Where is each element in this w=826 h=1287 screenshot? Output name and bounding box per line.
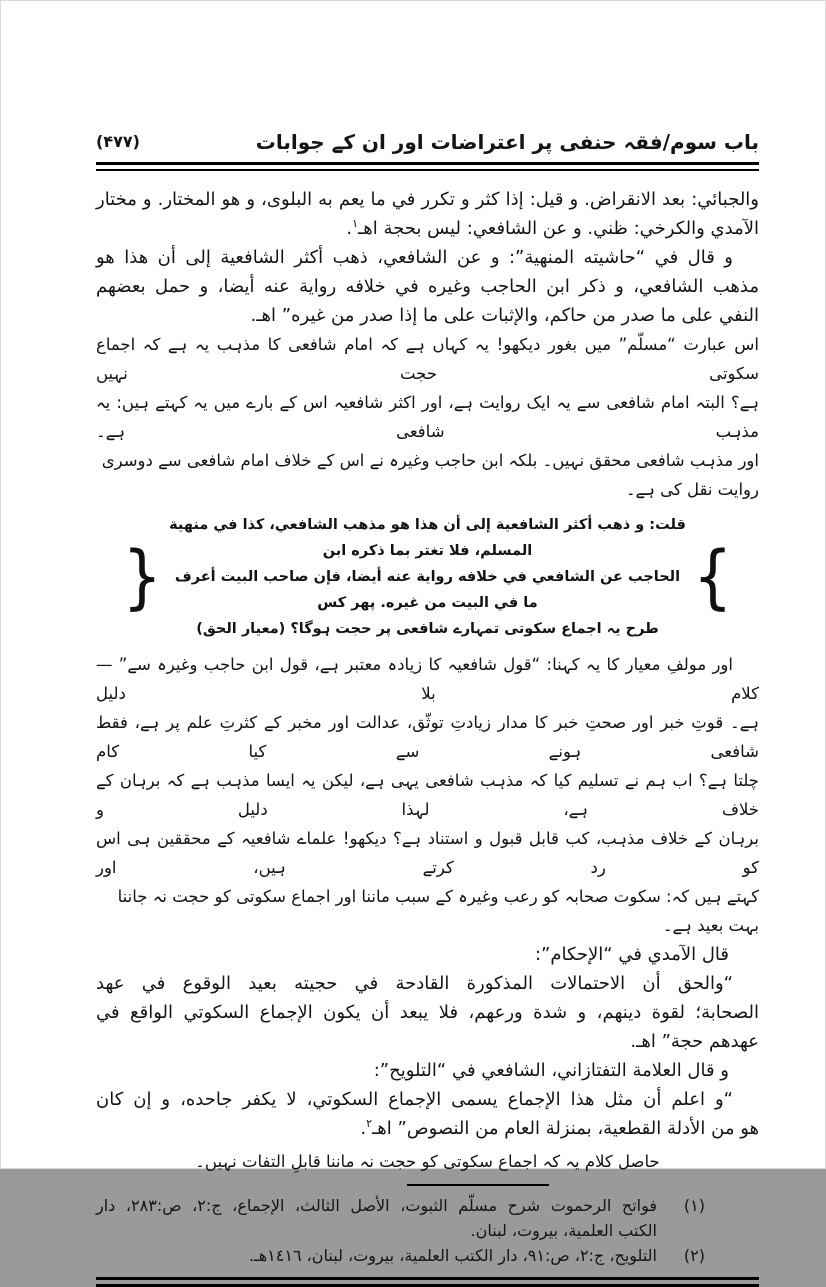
text-line: فواتح الرحموت شرح مسلّم الثبوت، الأصل الثالث، الإجماع، ج:٢، ص:٢٨٣، دار xyxy=(96,1196,658,1215)
footnotes xyxy=(96,1184,759,1268)
text-line: برہان کے خلاف مذہب، کب قابل قبول و استناد ہے؟ دیکھو! علماے شافعیہ کے محققین ہی اس کو رد کرتے ہیں، اور xyxy=(96,829,759,877)
footnote-marker: (٢) xyxy=(683,1246,705,1265)
text-line: کہتے ہیں کہ: سکوت صحابہ کو رعب وغیرہ کے سبب ماننا اور اجماع سکوتی کو حجت نہ جاننا بہت بعید ہے۔ xyxy=(117,887,759,935)
page-content xyxy=(96,129,759,1287)
text-line: التلويح، ج:٢، ص:٩١، دار الكتب العلمية، بيروت، لبنان، ١٤١٦هـ. xyxy=(248,1246,657,1265)
citation-text xyxy=(162,512,693,642)
footnote-1 xyxy=(96,1193,759,1243)
footnote-text xyxy=(96,1193,667,1243)
text-line: والجبائي: بعد الانقراض. و قيل: إذا كثر و تكرر في ما يعم به البلوى، و هو المختار. و مختار xyxy=(96,189,759,210)
page-number: (۴۷۷) xyxy=(96,132,140,151)
footnote-text xyxy=(96,1243,667,1268)
quote-intro-taftazani: و قال العلامة التفتازاني، الشافعي في “التلويح”: xyxy=(373,1060,729,1081)
text-line: الحاجب عن الشافعي في خلافه رواية عنه أيضا، فإن صاحب البيت أعرف ما في البيت من غيره. پھر کس xyxy=(174,569,681,611)
text-line: طرح یہ اجماع سکوتی تمہارے شافعی پر حجت ہوگا؟ (معیار الحق) xyxy=(196,621,659,637)
text-line: النفي على ما صدر من حاكم، والإثبات على ما إذا صدر من غيره” اهـ. xyxy=(250,305,759,326)
text-line: عهدهم حجة” اهـ. xyxy=(630,1031,759,1052)
text-line: و قال في “حاشيته المنهية”: و عن الشافعي، ذهب أكثر الشافعية إلى أن هذا هو xyxy=(96,247,733,268)
summary-line: حاصل کلام یہ کہ اجماع سکوتی کو حجت نہ ماننا قابلِ التفات نہیں۔ xyxy=(195,1152,660,1171)
body-text xyxy=(96,185,759,1176)
footnote-marker: (١) xyxy=(683,1196,705,1215)
running-header xyxy=(96,129,759,155)
text-line: اور مذہب شافعی محقق نہیں۔ بلکہ ابن حاجب وغیرہ نے اس کے خلاف امام شافعی سے دوسری روایت نقل کی ہے۔ xyxy=(101,451,759,499)
text-line: الكتب العلمية، بيروت، لبنان. xyxy=(470,1221,657,1240)
curly-brace-left-icon: { xyxy=(122,535,162,618)
text-segment: . xyxy=(346,218,353,239)
text-line: چلتا ہے؟ اب ہم نے تسلیم کیا کہ مذہب شافعی یہی ہے، لیکن یہ ایسا مذہب ہے کہ برہان کے خلاف ہے، لہذا دلیل و xyxy=(96,771,759,819)
text-line: ہے۔ قوتِ خبر اور صحتِ خبر کا مدار زیادتِ توثّق، عدالت اور مخبر کے کثرتِ علم پر ہے، فقط شافعی ہونے سے کیا کام xyxy=(96,713,759,761)
text-line xyxy=(96,214,759,243)
text-line: مذهب الشافعي، و ذكر ابن الحاجب وغيره في خلافه رواية عنه أيضا، و حمل بعضهم xyxy=(96,276,759,297)
text-line xyxy=(96,1114,759,1143)
footnote-ref-2: ٢ xyxy=(366,1117,372,1130)
quote-intro-amidi: قال الآمدي في “الإحكام”: xyxy=(534,944,729,965)
text-segment: الآمدي والكرخي: ظني. و عن الشافعي: ليس بحجة اهـ xyxy=(358,218,759,239)
text-line: الصحابة؛ لقوة دينهم، و شدة ورعهم، فلا يبعد أن يكون الإجماع السكوتي الواقع في xyxy=(96,1002,759,1023)
header-rule xyxy=(96,162,759,171)
text-line: اس عبارت “مسلّم” میں بغور دیکھو! یہ کہاں ہے کہ امام شافعی کا مذہب یہ ہے کہ اجماع سکوتی حجت نہیں xyxy=(96,335,759,383)
text-segment: هو من الأدلة القطعية، بمنزلة العام من النصوص” اهـ xyxy=(372,1118,759,1139)
footnote-2 xyxy=(96,1243,759,1268)
chapter-title: باب سوم/فقہ حنفی پر اعتراضات اور ان کے جوابات xyxy=(255,130,759,154)
footer-rule xyxy=(96,1277,759,1287)
curly-brace-right-icon: } xyxy=(693,535,733,618)
bracketed-citation xyxy=(123,512,733,642)
text-line: اور مولفِ معیار کا یہ کہنا: “قول شافعیہ کا زیادہ معتبر ہے، قول ابن حاجب وغیرہ سے” — کلام بلا دلیل xyxy=(96,655,759,703)
text-line: “والحق أن الاحتمالات المذكورة القادحة في حجيته بعيد الوقوع في عهد xyxy=(96,973,733,994)
text-line: “و اعلم أن مثل هذا الإجماع يسمى الإجماع السكوتي، لا يكفر جاحده، و إن كان xyxy=(96,1089,733,1110)
text-line: ہے؟ البتہ امام شافعی سے یہ ایک روایت ہے، اور اکثر شافعیہ اس کے بارے میں یہ کہتے ہیں: یہ مذہب شافعی ہے۔ xyxy=(96,393,759,441)
text-line: قلت: و ذهب أكثر الشافعية إلى أن هذا هو مذهب الشافعي، كذا في منهية المسلم، فلا تغتر بما ذكره ابن xyxy=(169,517,686,559)
text-segment: . xyxy=(360,1118,367,1139)
footnote-ref-1: ١ xyxy=(352,217,358,230)
footnote-separator-rule xyxy=(407,1184,549,1186)
